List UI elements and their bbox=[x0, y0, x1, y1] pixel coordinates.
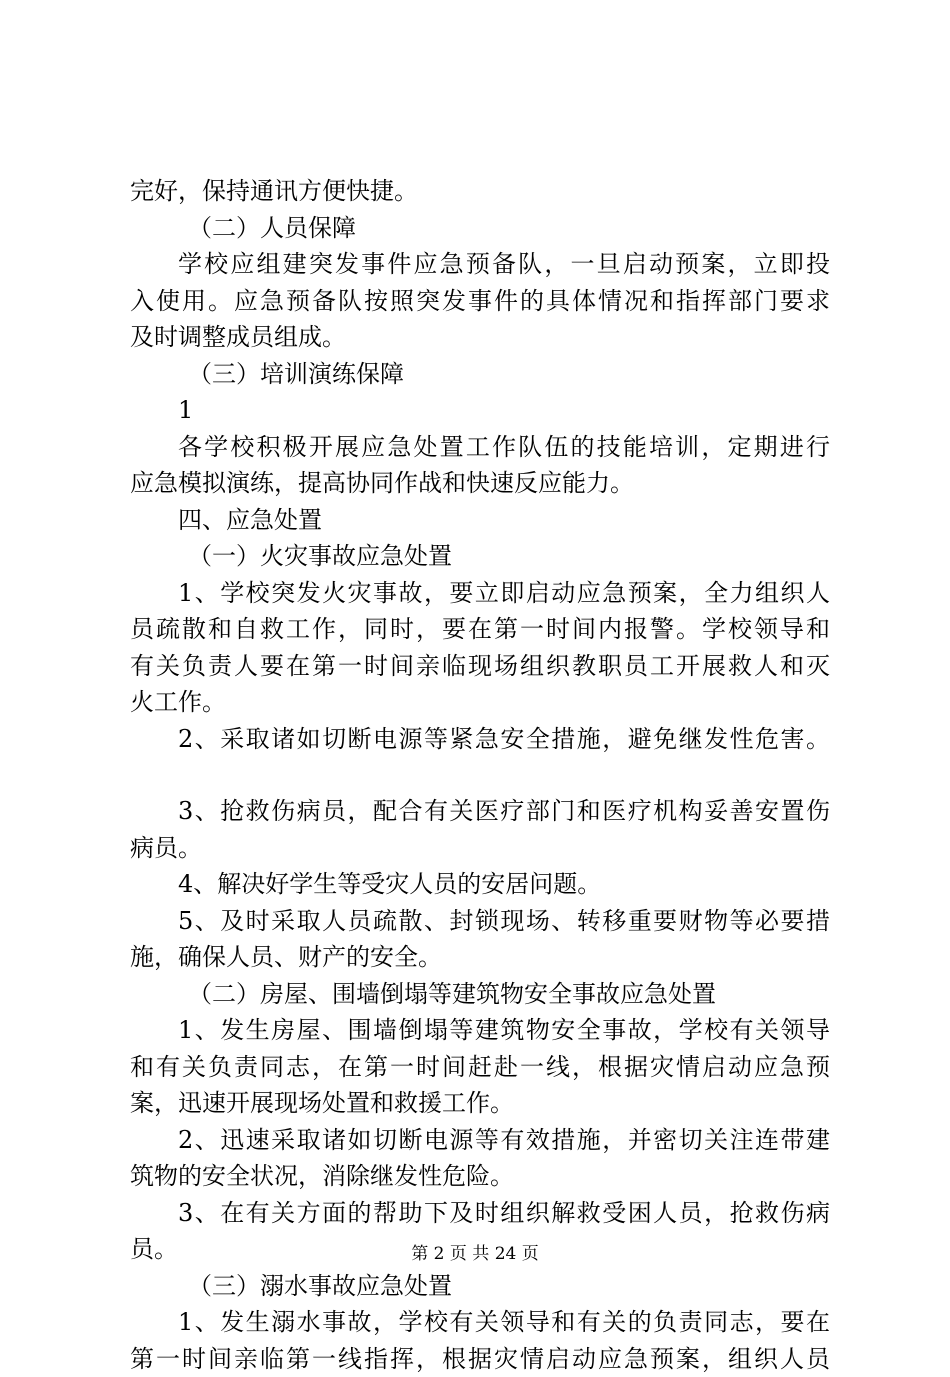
page-footer: 第 2 页 共 24 页 bbox=[0, 1242, 950, 1266]
paragraph-line: 3、抢救伤病员，配合有关医疗部门和医疗机构妥善安置伤 bbox=[130, 793, 830, 830]
paragraph-line: 筑物的安全状况，消除继发性危险。 bbox=[130, 1158, 830, 1195]
section-heading: （三）培训演练保障 bbox=[130, 356, 830, 393]
paragraph-line: 1、发生房屋、围墙倒塌等建筑物安全事故，学校有关领导 bbox=[130, 1012, 830, 1049]
paragraph-line: 1、发生溺水事故，学校有关领导和有关的负责同志，要在 bbox=[130, 1304, 830, 1341]
paragraph-line: 施，确保人员、财产的安全。 bbox=[130, 939, 830, 976]
paragraph-line: 5、及时采取人员疏散、封锁现场、转移重要财物等必要措 bbox=[130, 903, 830, 940]
paragraph-line: 各学校积极开展应急处置工作队伍的技能培训，定期进行 bbox=[130, 429, 830, 466]
paragraph-line: 有关负责人要在第一时间亲临现场组织教职员工开展救人和灭 bbox=[130, 648, 830, 685]
paragraph-line: 及时调整成员组成。 bbox=[130, 319, 830, 356]
section-heading: （二）房屋、围墙倒塌等建筑物安全事故应急处置 bbox=[130, 976, 830, 1013]
paragraph-line: 第一时间亲临第一线指挥，根据灾情启动应急预案，组织人员 bbox=[130, 1341, 830, 1377]
paragraph-line: 入使用。应急预备队按照突发事件的具体情况和指挥部门要求 bbox=[130, 283, 830, 320]
page-number-stray: 1 bbox=[130, 392, 830, 429]
paragraph-line: 学校应组建突发事件应急预备队，一旦启动预案，立即投 bbox=[130, 246, 830, 283]
paragraph-line: 1、学校突发火灾事故，要立即启动应急预案，全力组织人 bbox=[130, 575, 830, 612]
paragraph-line: 2、迅速采取诸如切断电源等有效措施，并密切关注连带建 bbox=[130, 1122, 830, 1159]
paragraph-line: 员疏散和自救工作，同时，要在第一时间内报警。学校领导和 bbox=[130, 611, 830, 648]
paragraph-line: 病员。 bbox=[130, 830, 830, 867]
paragraph-line: 应急模拟演练，提高协同作战和快速反应能力。 bbox=[130, 465, 830, 502]
paragraph-line: 火工作。 bbox=[130, 684, 830, 721]
document-body bbox=[130, 173, 830, 1377]
section-heading: （一）火灾事故应急处置 bbox=[130, 538, 830, 575]
blank-line bbox=[130, 757, 830, 793]
paragraph-line: 员。 bbox=[130, 1231, 830, 1268]
paragraph-line: 4、解决好学生等受灾人员的安居问题。 bbox=[130, 866, 830, 903]
paragraph-line: 完好，保持通讯方便快捷。 bbox=[130, 173, 830, 210]
paragraph-line: 案，迅速开展现场处置和救援工作。 bbox=[130, 1085, 830, 1122]
paragraph-line: 3、在有关方面的帮助下及时组织解救受困人员，抢救伤病 bbox=[130, 1195, 830, 1232]
paragraph-line: 2、采取诸如切断电源等紧急安全措施，避免继发性危害。 bbox=[130, 721, 830, 758]
section-heading: （三）溺水事故应急处置 bbox=[130, 1268, 830, 1305]
paragraph-line: 和有关负责同志，在第一时间赶赴一线，根据灾情启动应急预 bbox=[130, 1049, 830, 1086]
section-heading: （二）人员保障 bbox=[130, 210, 830, 247]
chapter-heading: 四、应急处置 bbox=[130, 502, 830, 539]
